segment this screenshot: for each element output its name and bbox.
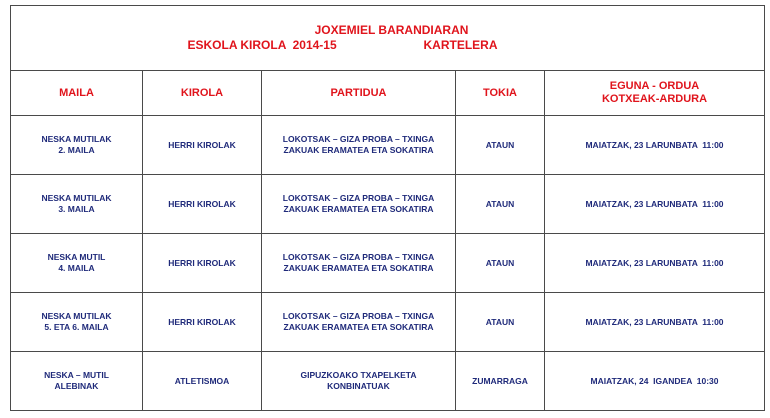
cell-eguna: MAIATZAK, 23 LARUNBATA 11:00 [545, 293, 765, 352]
cell-tokia: ATAUN [456, 234, 545, 293]
cell-maila: NESKA – MUTIL ALEBINAK [11, 352, 143, 411]
cell-maila: NESKA MUTILAK 3. MAILA [11, 175, 143, 234]
cell-kirola: HERRI KIROLAK [143, 116, 262, 175]
column-header-maila: MAILA [11, 71, 143, 116]
cell-maila: NESKA MUTIL 4. MAILA [11, 234, 143, 293]
title-subline [188, 38, 588, 53]
cell-kirola: HERRI KIROLAK [143, 293, 262, 352]
header-row [11, 71, 765, 116]
cell-eguna: MAIATZAK, 24 IGANDEA 10:30 [545, 352, 765, 411]
document-title [11, 6, 765, 71]
cell-tokia: ATAUN [456, 293, 545, 352]
schedule-table [10, 5, 765, 411]
column-header-eguna: EGUNA - ORDUA KOTXEAK-ARDURA [545, 71, 765, 116]
cell-partidua: LOKOTSAK – GIZA PROBA – TXINGA ZAKUAK ERAMATEA ETA SOKATIRA [262, 293, 456, 352]
schedule-sheet [10, 5, 764, 416]
cell-tokia: ATAUN [456, 116, 545, 175]
cell-eguna: MAIATZAK, 23 LARUNBATA 11:00 [545, 234, 765, 293]
table-row [11, 293, 765, 352]
cell-kirola: ATLETISMOA [143, 352, 262, 411]
cell-partidua: GIPUZKOAKO TXAPELKETA KONBINATUAK [262, 352, 456, 411]
cell-kirola: HERRI KIROLAK [143, 175, 262, 234]
table-row [11, 352, 765, 411]
column-header-tokia: TOKIA [456, 71, 545, 116]
cell-partidua: LOKOTSAK – GIZA PROBA – TXINGA ZAKUAK ERAMATEA ETA SOKATIRA [262, 234, 456, 293]
column-header-kirola: KIROLA [143, 71, 262, 116]
cell-partidua: LOKOTSAK – GIZA PROBA – TXINGA ZAKUAK ERAMATEA ETA SOKATIRA [262, 116, 456, 175]
cell-maila: NESKA MUTILAK 2. MAILA [11, 116, 143, 175]
program-name: ESKOLA KIROLA 2014-15 [187, 38, 337, 52]
table-row [11, 116, 765, 175]
cell-eguna: MAIATZAK, 23 LARUNBATA 11:00 [545, 175, 765, 234]
title-row [11, 6, 765, 71]
school-name: JOXEMIEL BARANDIARAN [314, 23, 469, 37]
cell-kirola: HERRI KIROLAK [143, 234, 262, 293]
cell-maila: NESKA MUTILAK 5. ETA 6. MAILA [11, 293, 143, 352]
table-row [11, 234, 765, 293]
cell-eguna: MAIATZAK, 23 LARUNBATA 11:00 [545, 116, 765, 175]
column-header-partidua: PARTIDUA [262, 71, 456, 116]
cell-partidua: LOKOTSAK – GIZA PROBA – TXINGA ZAKUAK ERAMATEA ETA SOKATIRA [262, 175, 456, 234]
board-label: KARTELERA [423, 38, 498, 52]
cell-tokia: ZUMARRAGA [456, 352, 545, 411]
cell-tokia: ATAUN [456, 175, 545, 234]
table-row [11, 175, 765, 234]
